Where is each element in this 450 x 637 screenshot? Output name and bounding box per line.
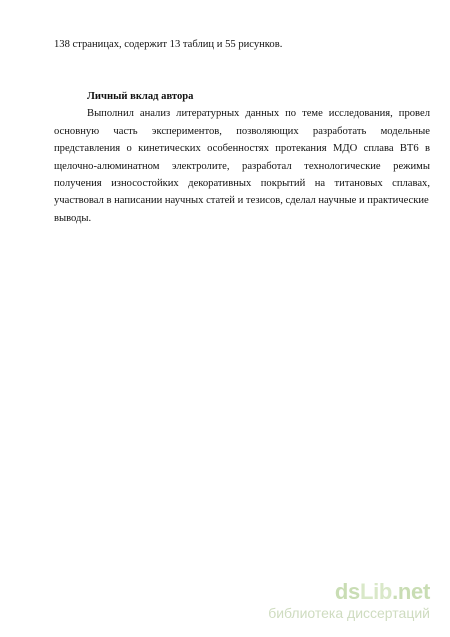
paragraph-line: участвовал в написании научных статей и тезисов, сделал научные и практические: [54, 195, 429, 207]
paragraph-line: выводы.: [54, 212, 92, 224]
intro-line: 138 страницах, содержит 13 таблиц и 55 рисунков.: [54, 39, 283, 50]
dslib-logo: dsLib.net: [334, 579, 430, 604]
paragraph-line: щелочно-алюминатном электролите, разработал технологические режимы: [54, 160, 430, 172]
dslib-watermark: [268, 580, 430, 621]
watermark-tagline: библиотека диссертаций: [268, 605, 430, 621]
intro-text: [54, 36, 430, 53]
paragraph-line: представления о кинетических особенностях протекания МДО сплава ВТ6 в: [54, 143, 430, 155]
section-heading: Личный вклад автора: [87, 91, 194, 102]
contribution-section: [54, 88, 430, 227]
paragraph-line: получения износостойких декоративных покрытий на титановых сплавах,: [54, 177, 430, 189]
paragraph-line: основную часть экспериментов, позволяющих разработать модельные: [54, 125, 430, 137]
paragraph-line: Выполнил анализ литературных данных по теме исследования, провел: [87, 108, 430, 120]
